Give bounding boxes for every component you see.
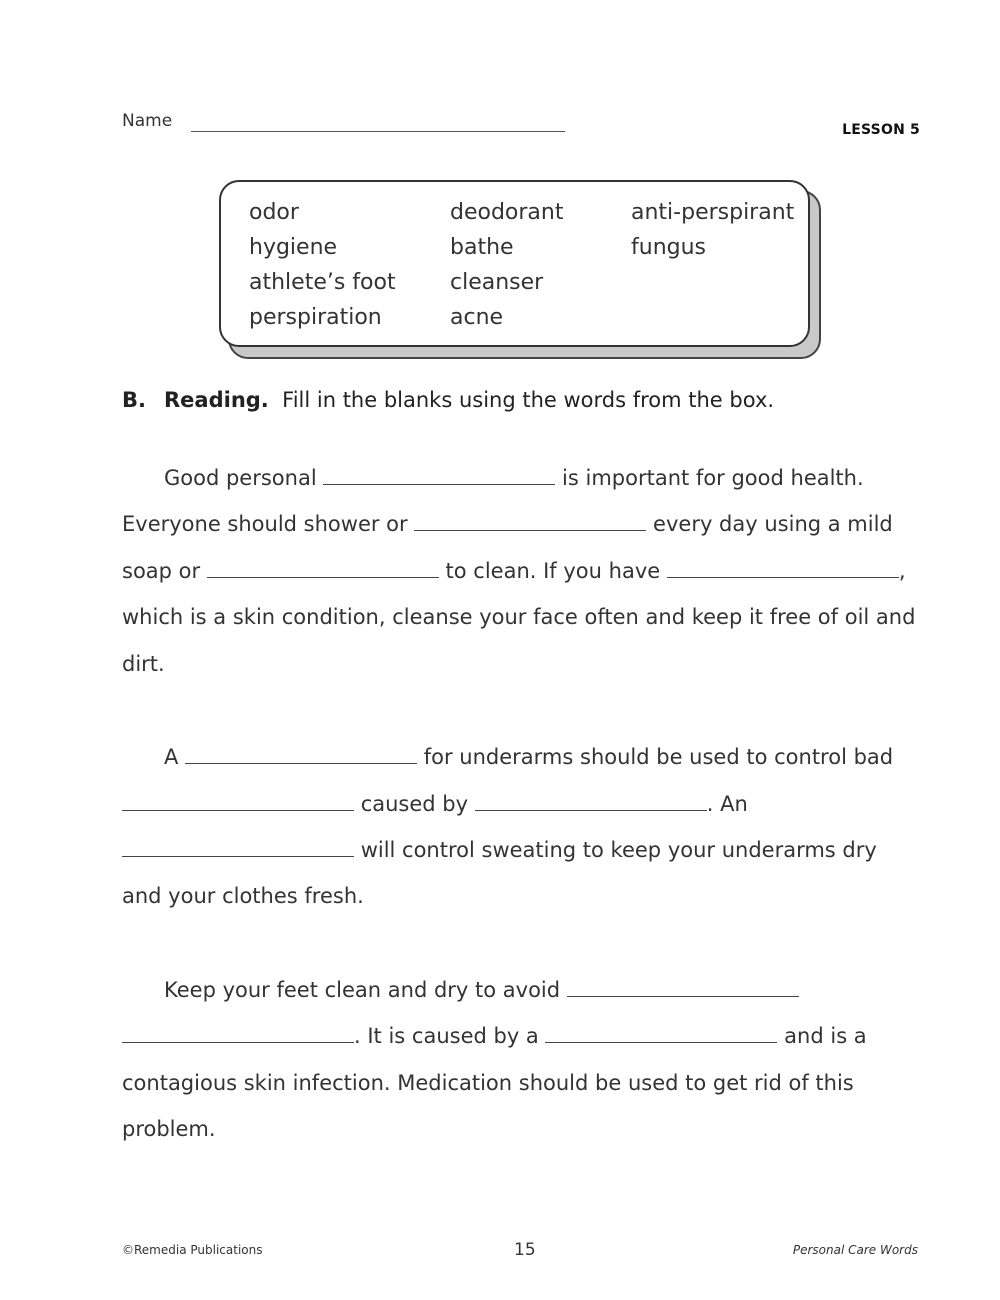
name-blank [191, 131, 565, 132]
name-label: Name [122, 111, 173, 131]
section-heading [122, 388, 774, 412]
text-line: problem. [122, 1117, 216, 1141]
word-box [219, 180, 810, 347]
text-line: contagious skin infection. Medication should be used to get rid of this [122, 1071, 854, 1095]
word-box-item: cleanser [450, 270, 544, 295]
answer-blank[interactable] [122, 792, 354, 811]
answer-blank[interactable] [122, 1024, 354, 1043]
answer-blank[interactable] [567, 978, 799, 997]
text-line: Keep your feet clean and dry to avoid [164, 978, 799, 1002]
answer-blank[interactable] [545, 1024, 777, 1043]
answer-blank[interactable] [122, 838, 354, 857]
text-line: caused by . An [122, 792, 748, 816]
word-box-item: deodorant [450, 200, 564, 225]
section-title: Reading. [164, 388, 269, 412]
section-letter: B. [122, 388, 146, 412]
page-number: 15 [514, 1240, 536, 1260]
text-line: soap or to clean. If you have , [122, 559, 906, 583]
word-box-item: fungus [631, 235, 707, 260]
text-line: dirt. [122, 652, 165, 676]
word-box-item: anti-perspirant [631, 200, 795, 225]
word-box-item: hygiene [249, 235, 338, 260]
word-box-item: acne [450, 305, 504, 330]
text-line: which is a skin condition, cleanse your face often and keep it free of oil and [122, 605, 916, 629]
answer-blank[interactable] [667, 559, 899, 578]
answer-blank[interactable] [475, 792, 707, 811]
text-line: A for underarms should be used to control bad [164, 745, 894, 769]
answer-blank[interactable] [323, 466, 555, 485]
text-line: . It is caused by a and is a [122, 1024, 867, 1048]
answer-blank[interactable] [207, 559, 439, 578]
section-instruction: Fill in the blanks using the words from the box. [282, 388, 775, 412]
text-line: and your clothes fresh. [122, 884, 364, 908]
answer-blank[interactable] [185, 745, 417, 764]
word-box-item: perspiration [249, 305, 382, 330]
text-line: Everyone should shower or every day using a mild [122, 512, 893, 536]
word-box-item: bathe [450, 235, 514, 260]
lesson-label: LESSON 5 [842, 122, 920, 138]
footer-publisher: ©Remedia Publications [122, 1243, 263, 1257]
footer-book-title: Personal Care Words [792, 1243, 918, 1257]
text-line: Good personal is important for good health. [164, 466, 864, 490]
text-line: will control sweating to keep your underarms dry [122, 838, 877, 862]
answer-blank[interactable] [414, 512, 646, 531]
word-box-item: odor [249, 200, 299, 225]
word-box-item: athlete’s foot [249, 270, 396, 295]
